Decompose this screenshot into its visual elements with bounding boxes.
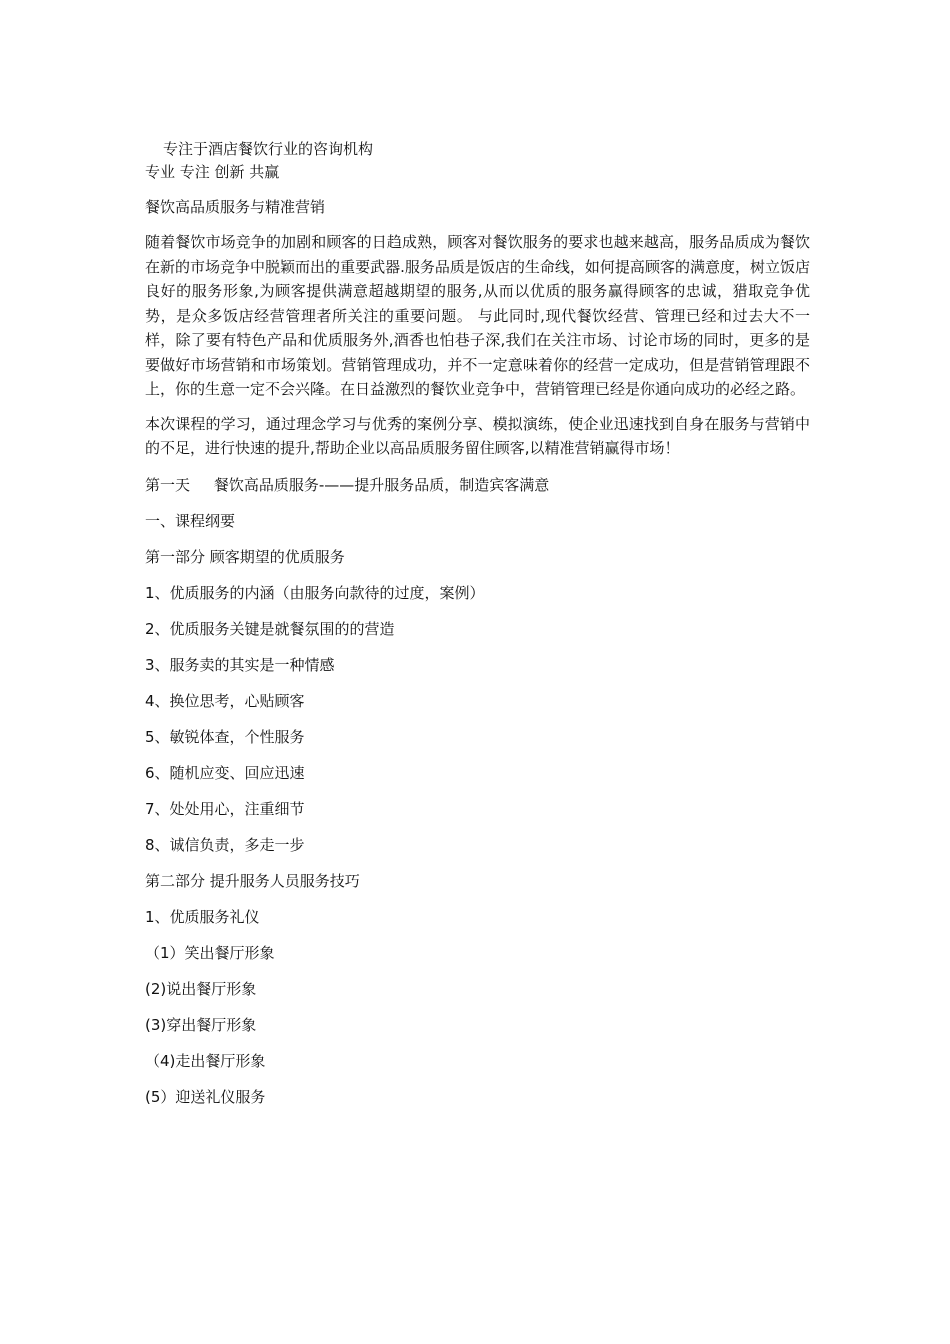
intro-paragraph-1: 随着餐饮市场竞争的加剧和顾客的日趋成熟，顾客对餐饮服务的要求也越来越高，服务品质成为餐饮在新的市场竞争中脱颖而出的重要武器.服务品质是饭店的生命线，如何提高顾客的满意度，树立饭店良好的服务形象,为顾客提供满意超越期望的服务,从而以优质的服务赢得顾客的忠诚，猎取竞争优势，是众多饭店经营管理者所关注的重要问题。 与此同时,现代餐饮经营、管理已经和过去大不一样，除了要有特色产品和优质服务外,酒香也怕巷子深,我们在关注市场、讨论市场的同时，更多的是要做好市场营销和市场策划。营销管理成功，并不一定意味着你的经营一定成功，但是营销管理跟不上，你的生意一定不会兴隆。在日益激烈的餐饮业竞争中，营销管理已经是你通向成功的必经之路。 xyxy=(145,233,810,398)
company-slogan: 专业 专注 创新 共赢 xyxy=(145,163,280,181)
part-two-item: （4)走出餐厅形象 xyxy=(145,1051,266,1070)
part-one-item: 2、优质服务关键是就餐氛围的的营造 xyxy=(145,619,395,638)
part-one-item: 7、处处用心，注重细节 xyxy=(145,799,305,818)
outline-heading: 一、课程纲要 xyxy=(145,511,236,530)
part-one-item: 3、服务卖的其实是一种情感 xyxy=(145,655,335,674)
part-one-item: 4、换位思考，心贴顾客 xyxy=(145,691,305,710)
part-two-item: (5）迎送礼仪服务 xyxy=(145,1087,266,1106)
part-two-heading: 第二部分 提升服务人员服务技巧 xyxy=(145,871,360,890)
part-two-item: 1、优质服务礼仪 xyxy=(145,907,260,926)
part-two-item: (3)穿出餐厅形象 xyxy=(145,1015,257,1034)
day-one-heading: 第一天 餐饮高品质服务-——提升服务品质，制造宾客满意 xyxy=(145,475,550,494)
part-one-item: 8、诚信负责，多走一步 xyxy=(145,835,305,854)
part-one-item: 6、随机应变、回应迅速 xyxy=(145,763,305,782)
part-two-item: (2)说出餐厅形象 xyxy=(145,979,257,998)
document-title: 餐饮高品质服务与精准营销 xyxy=(145,198,326,216)
company-tagline: 专注于酒店餐饮行业的咨询机构 xyxy=(163,140,374,158)
part-two-item: （1）笑出餐厅形象 xyxy=(145,943,275,962)
part-one-item: 5、敏锐体查，个性服务 xyxy=(145,727,305,746)
document-body xyxy=(145,138,810,1109)
part-one-heading: 第一部分 顾客期望的优质服务 xyxy=(145,547,345,566)
part-one-item: 1、优质服务的内涵（由服务向款待的过度，案例） xyxy=(145,583,485,602)
intro-paragraph-2: 本次课程的学习，通过理念学习与优秀的案例分享、模拟演练，使企业迅速找到自身在服务与营销中的不足，进行快速的提升,帮助企业以高品质服务留住顾客,以精准营销赢得市场！ xyxy=(145,414,810,457)
